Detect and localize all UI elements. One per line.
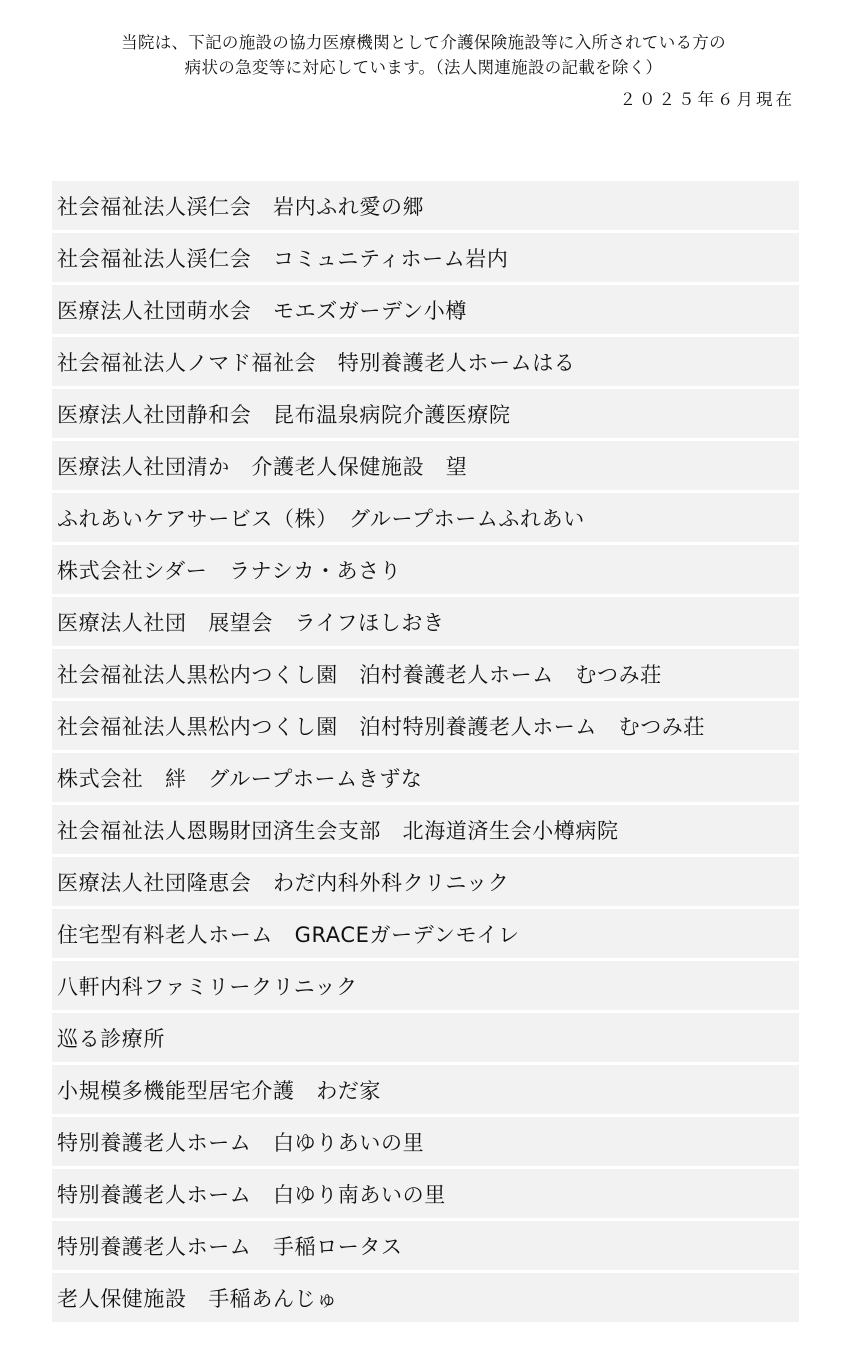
facility-row: 社会福祉法人渓仁会 岩内ふれ愛の郷	[52, 181, 799, 230]
facility-row: 株式会社シダー ラナシカ・あさり	[52, 545, 799, 594]
facility-row: 社会福祉法人渓仁会 コミュニティホーム岩内	[52, 233, 799, 282]
facility-row: 住宅型有料老人ホーム GRACEガーデンモイレ	[52, 909, 799, 958]
facility-row: 株式会社 絆 グループホームきずな	[52, 753, 799, 802]
facility-row: 巡る診療所	[52, 1013, 799, 1062]
facility-row: 医療法人社団清か 介護老人保健施設 望	[52, 441, 799, 490]
facility-row: 八軒内科ファミリークリニック	[52, 961, 799, 1010]
facility-row: 特別養護老人ホーム 白ゆり南あいの里	[52, 1169, 799, 1218]
facility-row: 医療法人社団 展望会 ライフほしおき	[52, 597, 799, 646]
facility-row: 医療法人社団静和会 昆布温泉病院介護医療院	[52, 389, 799, 438]
notice-header	[0, 30, 847, 109]
facility-row: 小規模多機能型居宅介護 わだ家	[52, 1065, 799, 1114]
facility-row: 社会福祉法人黒松内つくし園 泊村特別養護老人ホーム むつみ荘	[52, 701, 799, 750]
notice-date: ２０２５年６月現在	[619, 90, 795, 109]
facility-row: 社会福祉法人恩賜財団済生会支部 北海道済生会小樽病院	[52, 805, 799, 854]
notice-text-line-2: 病状の急変等に対応しています。（法人関連施設の記載を除く）	[184, 58, 663, 77]
facility-row: 社会福祉法人黒松内つくし園 泊村養護老人ホーム むつみ荘	[52, 649, 799, 698]
facility-row: 老人保健施設 手稲あんじゅ	[52, 1273, 799, 1322]
facility-row: 社会福祉法人ノマド福祉会 特別養護老人ホームはる	[52, 337, 799, 386]
notice-text-line-1: 当院は、下記の施設の協力医療機関として介護保険施設等に入所されている方の	[121, 33, 726, 52]
facility-row: 医療法人社団萌水会 モエズガーデン小樽	[52, 285, 799, 334]
facility-row: 特別養護老人ホーム 白ゆりあいの里	[52, 1117, 799, 1166]
facility-row: 特別養護老人ホーム 手稲ロータス	[52, 1221, 799, 1270]
facility-row: 医療法人社団隆恵会 わだ内科外科クリニック	[52, 857, 799, 906]
facility-row: ふれあいケアサービス（株） グループホームふれあい	[52, 493, 799, 542]
facility-list	[52, 181, 799, 1325]
